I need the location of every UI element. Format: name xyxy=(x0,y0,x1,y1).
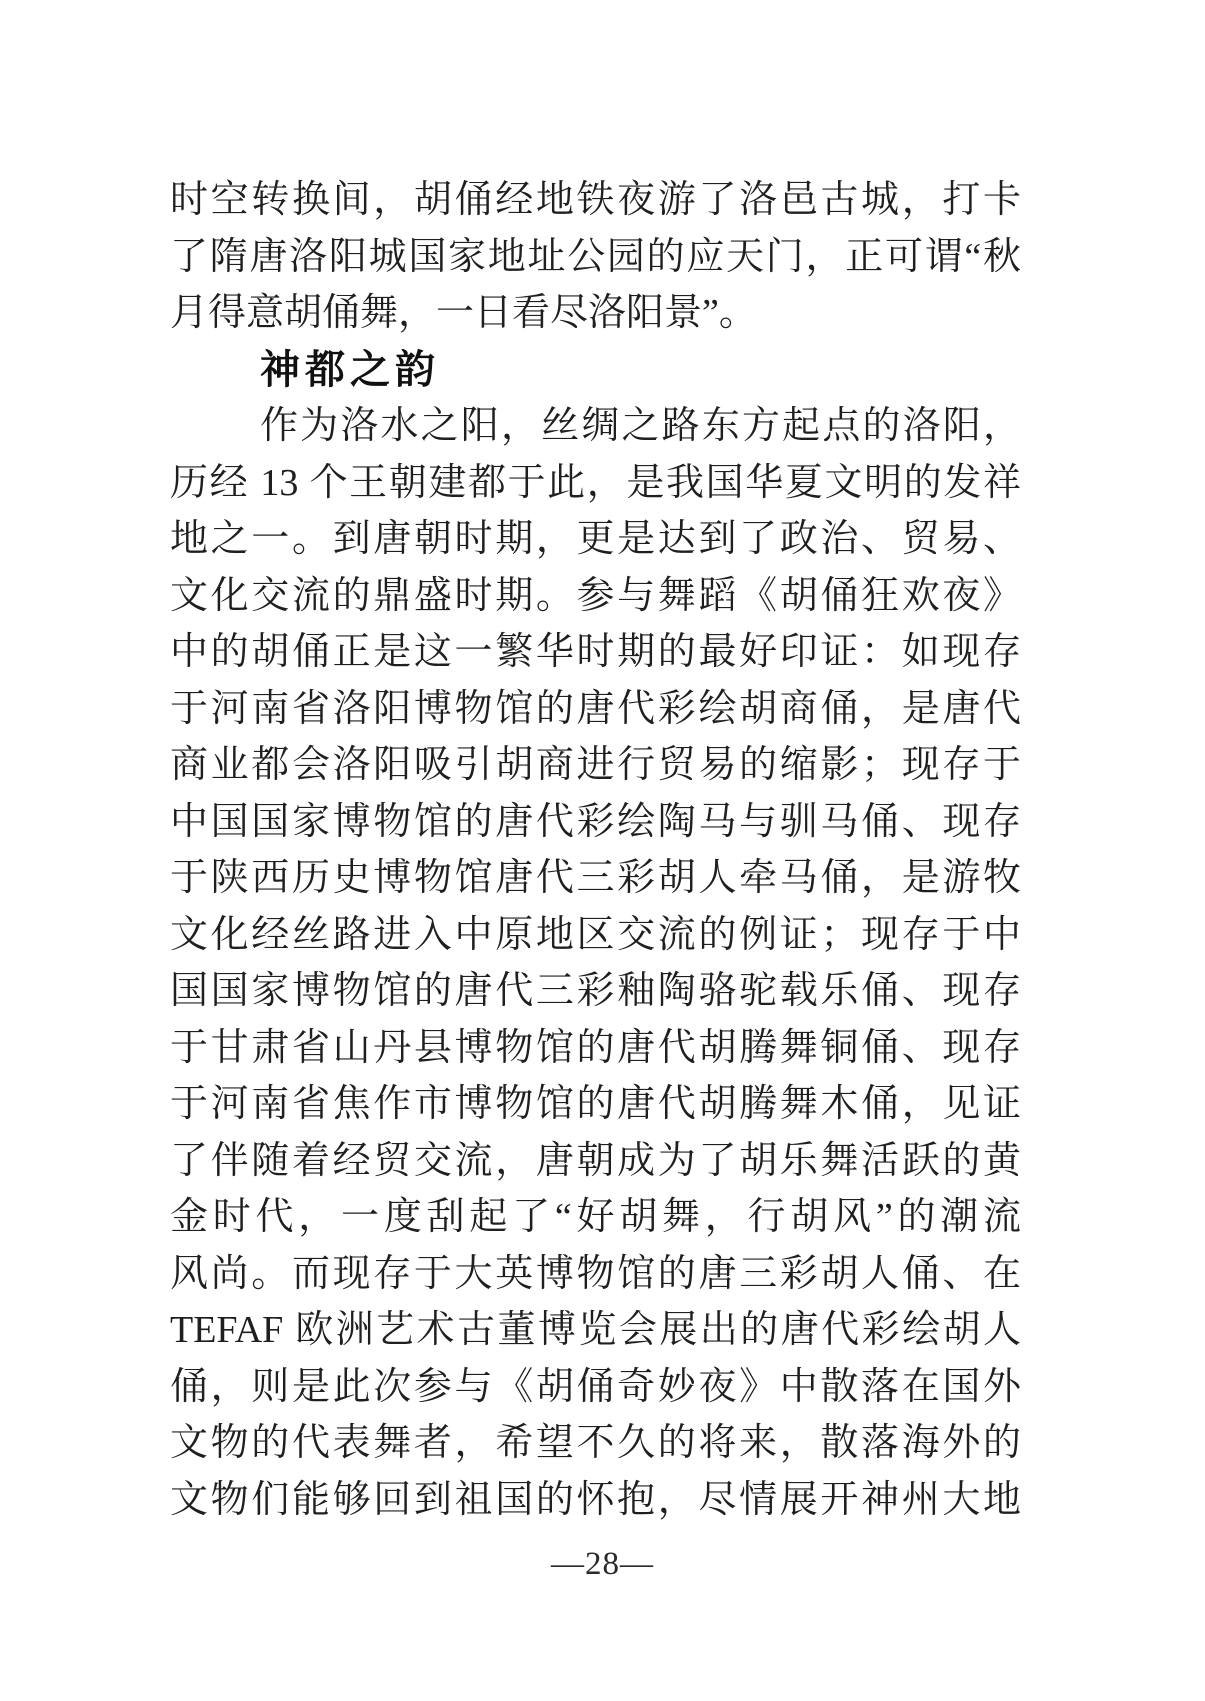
text-line: 风尚。而现存于大英博物馆的唐三彩胡人俑、在 xyxy=(170,1252,1021,1295)
text-line: 文化交流的鼎盛时期。参与舞蹈《胡俑狂欢夜》 xyxy=(170,574,1021,617)
text-line: 历经 13 个王朝建都于此，是我国华夏文明的发祥 xyxy=(170,461,1021,504)
text-line: 金时代，一度刮起了“好胡舞，行胡风”的潮流 xyxy=(170,1196,1021,1238)
text-line: 中国国家博物馆的唐代彩绘陶马与驯马俑、现存 xyxy=(170,800,1021,843)
text-line: 文物们能够回到祖国的怀抱，尽情展开神州大地 xyxy=(170,1478,1021,1521)
text-line: 地之一。到唐朝时期，更是达到了政治、贸易、 xyxy=(170,518,1021,560)
text-line: 作为洛水之阳，丝绸之路东方起点的洛阳， xyxy=(260,405,1021,447)
text-line: TEFAF 欧洲艺术古董博览会展出的唐代彩绘胡人 xyxy=(170,1309,1021,1351)
section-heading: 神都之韵 xyxy=(260,347,440,392)
document-body xyxy=(170,172,1021,1528)
text-line: 于河南省洛阳博物馆的唐代彩绘胡商俑，是唐代 xyxy=(170,687,1021,730)
text-line: 商业都会洛阳吸引胡商进行贸易的缩影；现存于 xyxy=(170,744,1021,786)
text-line: 国国家博物馆的唐代三彩釉陶骆驼载乐俑、现存 xyxy=(170,970,1021,1012)
text-line: 了隋唐洛阳城国家地址公园的应天门，正可谓“秋 xyxy=(170,235,1021,278)
text-line: 了伴随着经贸交流，唐朝成为了胡乐舞活跃的黄 xyxy=(170,1139,1021,1182)
text-line: 文物的代表舞者，希望不久的将来，散落海外的 xyxy=(170,1422,1021,1464)
text-line: 于河南省焦作市博物馆的唐代胡腾舞木俑，见证 xyxy=(170,1083,1021,1125)
text-line: 时空转换间，胡俑经地铁夜游了洛邑古城，打卡 xyxy=(170,179,1021,221)
text-line: 于甘肃省山丹县博物馆的唐代胡腾舞铜俑、现存 xyxy=(170,1026,1021,1069)
text-line: 中的胡俑正是这一繁华时期的最好印证：如现存 xyxy=(170,631,1021,673)
text-line: 文化经丝路进入中原地区交流的例证；现存于中 xyxy=(170,913,1021,956)
text-line: 月得意胡俑舞，一日看尽洛阳景”。 xyxy=(170,292,757,334)
page-number: —28— xyxy=(551,1546,654,1582)
text-line: 俑，则是此次参与《胡俑奇妙夜》中散落在国外 xyxy=(170,1365,1021,1408)
text-line: 于陕西历史博物馆唐代三彩胡人牵马俑，是游牧 xyxy=(170,857,1021,899)
